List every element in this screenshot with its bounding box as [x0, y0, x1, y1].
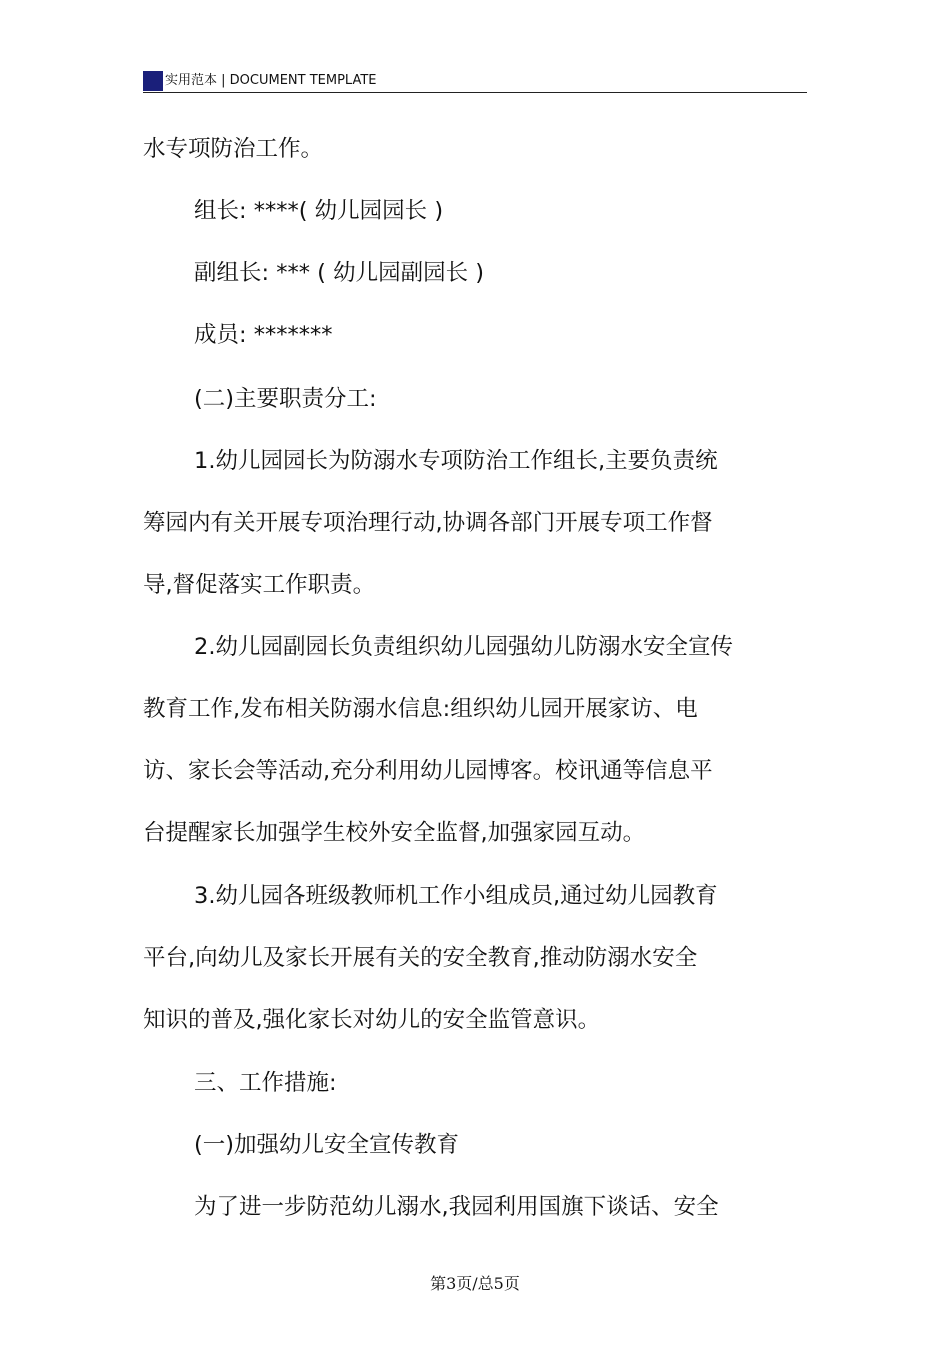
body-line: 副组长: *** ( 幼儿园副园长 ) — [194, 260, 484, 286]
body-line: 教育工作,发布相关防溺水信息:组织幼儿园开展家访、电 — [143, 696, 698, 722]
body-line: 平台,向幼儿及家长开展有关的安全教育,推动防溺水安全 — [143, 945, 698, 971]
page-number: 第3页/总5页 — [430, 1274, 520, 1293]
body-line: 3.幼儿园各班级教师机工作小组成员,通过幼儿园教育 — [194, 883, 718, 909]
body-line: 访、家长会等活动,充分利用幼儿园博客。校讯通等信息平 — [143, 758, 713, 784]
body-line: 1.幼儿园园长为防溺水专项防治工作组长,主要负责统 — [194, 448, 718, 474]
body-line: 成员: ******* — [194, 322, 333, 348]
body-line: 组长: ****( 幼儿园园长 ) — [194, 198, 444, 224]
body-line: 筹园内有关开展专项治理行动,协调各部门开展专项工作督 — [143, 510, 713, 536]
document-header — [143, 70, 807, 92]
body-line: 台提醒家长加强学生校外安全监督,加强家园互动。 — [143, 820, 646, 846]
header-label: 实用范本 | DOCUMENT TEMPLATE — [165, 73, 377, 88]
body-line: 水专项防治工作。 — [143, 136, 324, 162]
section-heading: 三、工作措施: — [194, 1070, 337, 1096]
section-heading: (二)主要职责分工: — [194, 386, 377, 412]
header-logo-mark — [143, 71, 163, 91]
body-line: 导,督促落实工作职责。 — [143, 572, 376, 598]
header-divider — [143, 92, 807, 93]
body-line: 为了进一步防范幼儿溺水,我园利用国旗下谈话、安全 — [194, 1194, 719, 1220]
body-line: 知识的普及,强化家长对幼儿的安全监管意识。 — [143, 1007, 601, 1033]
section-heading: (一)加强幼儿安全宣传教育 — [194, 1132, 460, 1158]
body-line: 2.幼儿园副园长负责组织幼儿园强幼儿防溺水安全宣传 — [194, 634, 733, 660]
